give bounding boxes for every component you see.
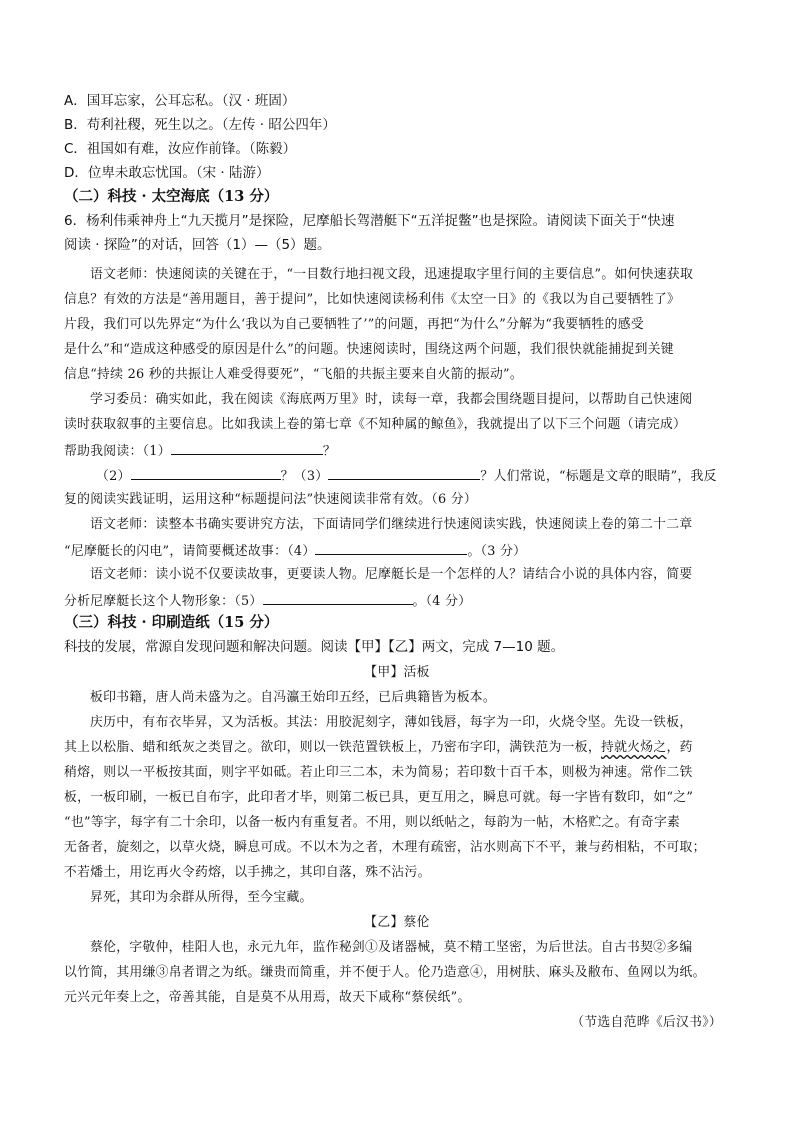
jia-line5: 板，一板印刷，一板已自布字，此印者才毕，则第二板已具，更互用之，瞬息可就。每一字皆有数印，如“之” bbox=[64, 790, 694, 805]
jia-line9: 昇死，其印为余群从所得，至今宝藏。 bbox=[90, 890, 313, 905]
option-d: D．位卑未敢忘忧国。（宋 · 陆游） bbox=[64, 165, 270, 181]
q6-stem-line2: 阅读 · 探险”的对话，回答（1）—（5）题。 bbox=[64, 237, 331, 253]
yi-line1: 蔡伦，字敬仲，桂阳人也，永元九年，监作秘剑①及诸器械，莫不精工坚密，为后世法。自古书契②多编 bbox=[90, 940, 693, 955]
dialogue-monitor-line1: 学习委员：确实如此，我在阅读《海底两万里》时，读每一章，我都会围绕题目提问，以帮助自己快速阅 bbox=[90, 392, 693, 407]
points-5: 。（4 分） bbox=[412, 594, 472, 609]
jia-line3-end: ，药 bbox=[666, 740, 693, 755]
answer-label-1: 帮助我阅读：（1） bbox=[64, 444, 171, 459]
answer-blank-4[interactable] bbox=[315, 541, 467, 555]
passage-yi-title: 【乙】蔡伦 bbox=[364, 915, 430, 930]
jia-line4: 稍熔，则以一平板按其面，则字平如砥。若止印三二本，未为简易；若印数十百千本，则极为神速。常作二铁 bbox=[64, 765, 693, 780]
wavy-underlined-phrase: 持就火炀之 bbox=[600, 740, 667, 755]
answer-label-2: （2） bbox=[96, 469, 131, 484]
dialogue-monitor-line3 bbox=[64, 441, 336, 461]
jia-line6: “也”等字，每字有二十余印，以备一板内有重复者。不用，则以纸帖之，每韵为一帖，木格贮之。有奇字素 bbox=[64, 815, 681, 830]
answer-blank-2[interactable] bbox=[131, 466, 281, 480]
jia-line3-start: 其上以松脂、蜡和纸灰之类冒之。欲印，则以一铁范置铁板上，乃密布字印，满铁范为一板， bbox=[64, 740, 601, 755]
dialogue-teacher-1-line4: 是什么”和“造成这种感受的原因是什么”的问题。快速阅读时，围绕这两个问题，我们很快就能捕捉到关键 bbox=[64, 342, 674, 357]
jia-line1: 板印书籍，唐人尚未盛为之。自冯瀛王始印五经，已后典籍皆为板本。 bbox=[90, 690, 497, 705]
dialogue-teacher-1-line2: 信息？有效的方法是“善用题目，善于提问”，比如快速阅读杨利伟《太空一日》的《我以为自己要牺牲了》 bbox=[64, 292, 681, 307]
dialogue-teacher-2-line1: 语文老师：读整本书确实要讲究方法，下面请同学们继续进行快速阅读实践，快速阅读上卷的第二十二章 bbox=[90, 517, 693, 532]
answer-blank-1[interactable] bbox=[171, 441, 323, 455]
dialogue-monitor-line5: 复的阅读实践证明，运用这种“标题提问法”快速阅读非常有效。（6 分） bbox=[64, 492, 477, 507]
answer-label-5: 分析尼摩艇长这个人物形象：（5） bbox=[64, 594, 263, 609]
section3-intro: 科技的发展，常源自发现问题和解决问题。阅读【甲】【乙】两文，完成 7—10 题。 bbox=[64, 639, 565, 655]
answer-label-4: “尼摩艇长的闪电”，请简要概述故事：（4） bbox=[64, 544, 316, 559]
dialogue-monitor-line2: 读时获取叙事的主要信息。比如我读上卷的第七章《不知种属的鲸鱼》，我就提出了以下三个问题（请完成） bbox=[64, 417, 687, 432]
question-mark: ？ bbox=[322, 444, 336, 459]
jia-line3 bbox=[64, 739, 693, 757]
section3-heading: （三）科技 · 印刷造纸（15 分） bbox=[64, 614, 279, 631]
dialogue-monitor-line4 bbox=[96, 466, 717, 486]
jia-line8: 不若燔土，用讫再火令药熔，以手拂之，其印自落，殊不沾污。 bbox=[64, 865, 431, 880]
answer-blank-3[interactable] bbox=[328, 466, 480, 480]
option-b: B．苟利社稷，死生以之。（左传 · 昭公四年） bbox=[64, 117, 336, 133]
dialogue-teacher-1-line3: 片段，我们可以先界定“为什么‘我以为自己要牺牲了’”的问题，再把“为什么”分解为“我要牺牲的感受 bbox=[64, 317, 644, 332]
dialogue-teacher-2-line2 bbox=[64, 541, 526, 561]
points-4: 。（3 分） bbox=[467, 544, 527, 559]
jia-line7: 无备者，旋刻之，以草火烧，瞬息可成。不以木为之者，木理有疏密，沾水则高下不平，兼与药相粘，不可取； bbox=[64, 840, 706, 855]
yi-line3: 元兴元年奏上之，帝善其能，自是莫不从用焉，故天下咸称“蔡侯纸”。 bbox=[64, 990, 471, 1005]
jia-line2: 庆历中，有布衣毕昇，又为活板。其法：用胶泥刻字，薄如钱唇，每字为一印，火烧令坚。先设一铁板， bbox=[90, 715, 693, 730]
answer-label-3: ？（3） bbox=[280, 469, 329, 484]
yi-line2: 以竹简，其用缣③帛者谓之为纸。缣贵而简重，并不便于人。伦乃造意④，用树肤、麻头及敝布、鱼网以为纸。 bbox=[64, 965, 706, 980]
option-c: C．祖国如有难，汝应作前锋。（陈毅） bbox=[64, 141, 297, 157]
dialogue-teacher-1-line1: 语文老师：快速阅读的关键在于，“一目数行地扫视文段，迅速提取字里行间的主要信息”。如何快速获取 bbox=[90, 267, 694, 282]
dialogue-teacher-3-line1: 语文老师：读小说不仅要读故事，更要读人物。尼摩艇长是一个怎样的人？请结合小说的具体内容，简要 bbox=[90, 567, 693, 582]
section2-heading: （二）科技 · 太空海底（13 分） bbox=[64, 188, 279, 205]
passage-jia-title: 【甲】活板 bbox=[364, 665, 430, 680]
dialogue-monitor-line4-tail: ？人们常说，“标题是文章的眼睛”，我反 bbox=[480, 469, 717, 484]
dialogue-teacher-1-line5: 信息“持续 26 秒的共振让人难受得要死”，“飞船的共振主要来自火箭的振动”。 bbox=[64, 367, 523, 382]
answer-blank-5[interactable] bbox=[263, 591, 413, 605]
source-citation: （节选自范晔《后汉书》） bbox=[571, 1015, 722, 1030]
q6-stem-line1: 6．杨利伟乘神舟上“九天揽月”是探险，尼摩船长驾潜艇下“五洋捉鳖”也是探险。请阅读下面关于“快速 bbox=[64, 213, 675, 229]
dialogue-teacher-3-line2 bbox=[64, 591, 471, 611]
option-a: A．国耳忘家，公耳忘私。（汉 · 班固） bbox=[64, 93, 296, 109]
